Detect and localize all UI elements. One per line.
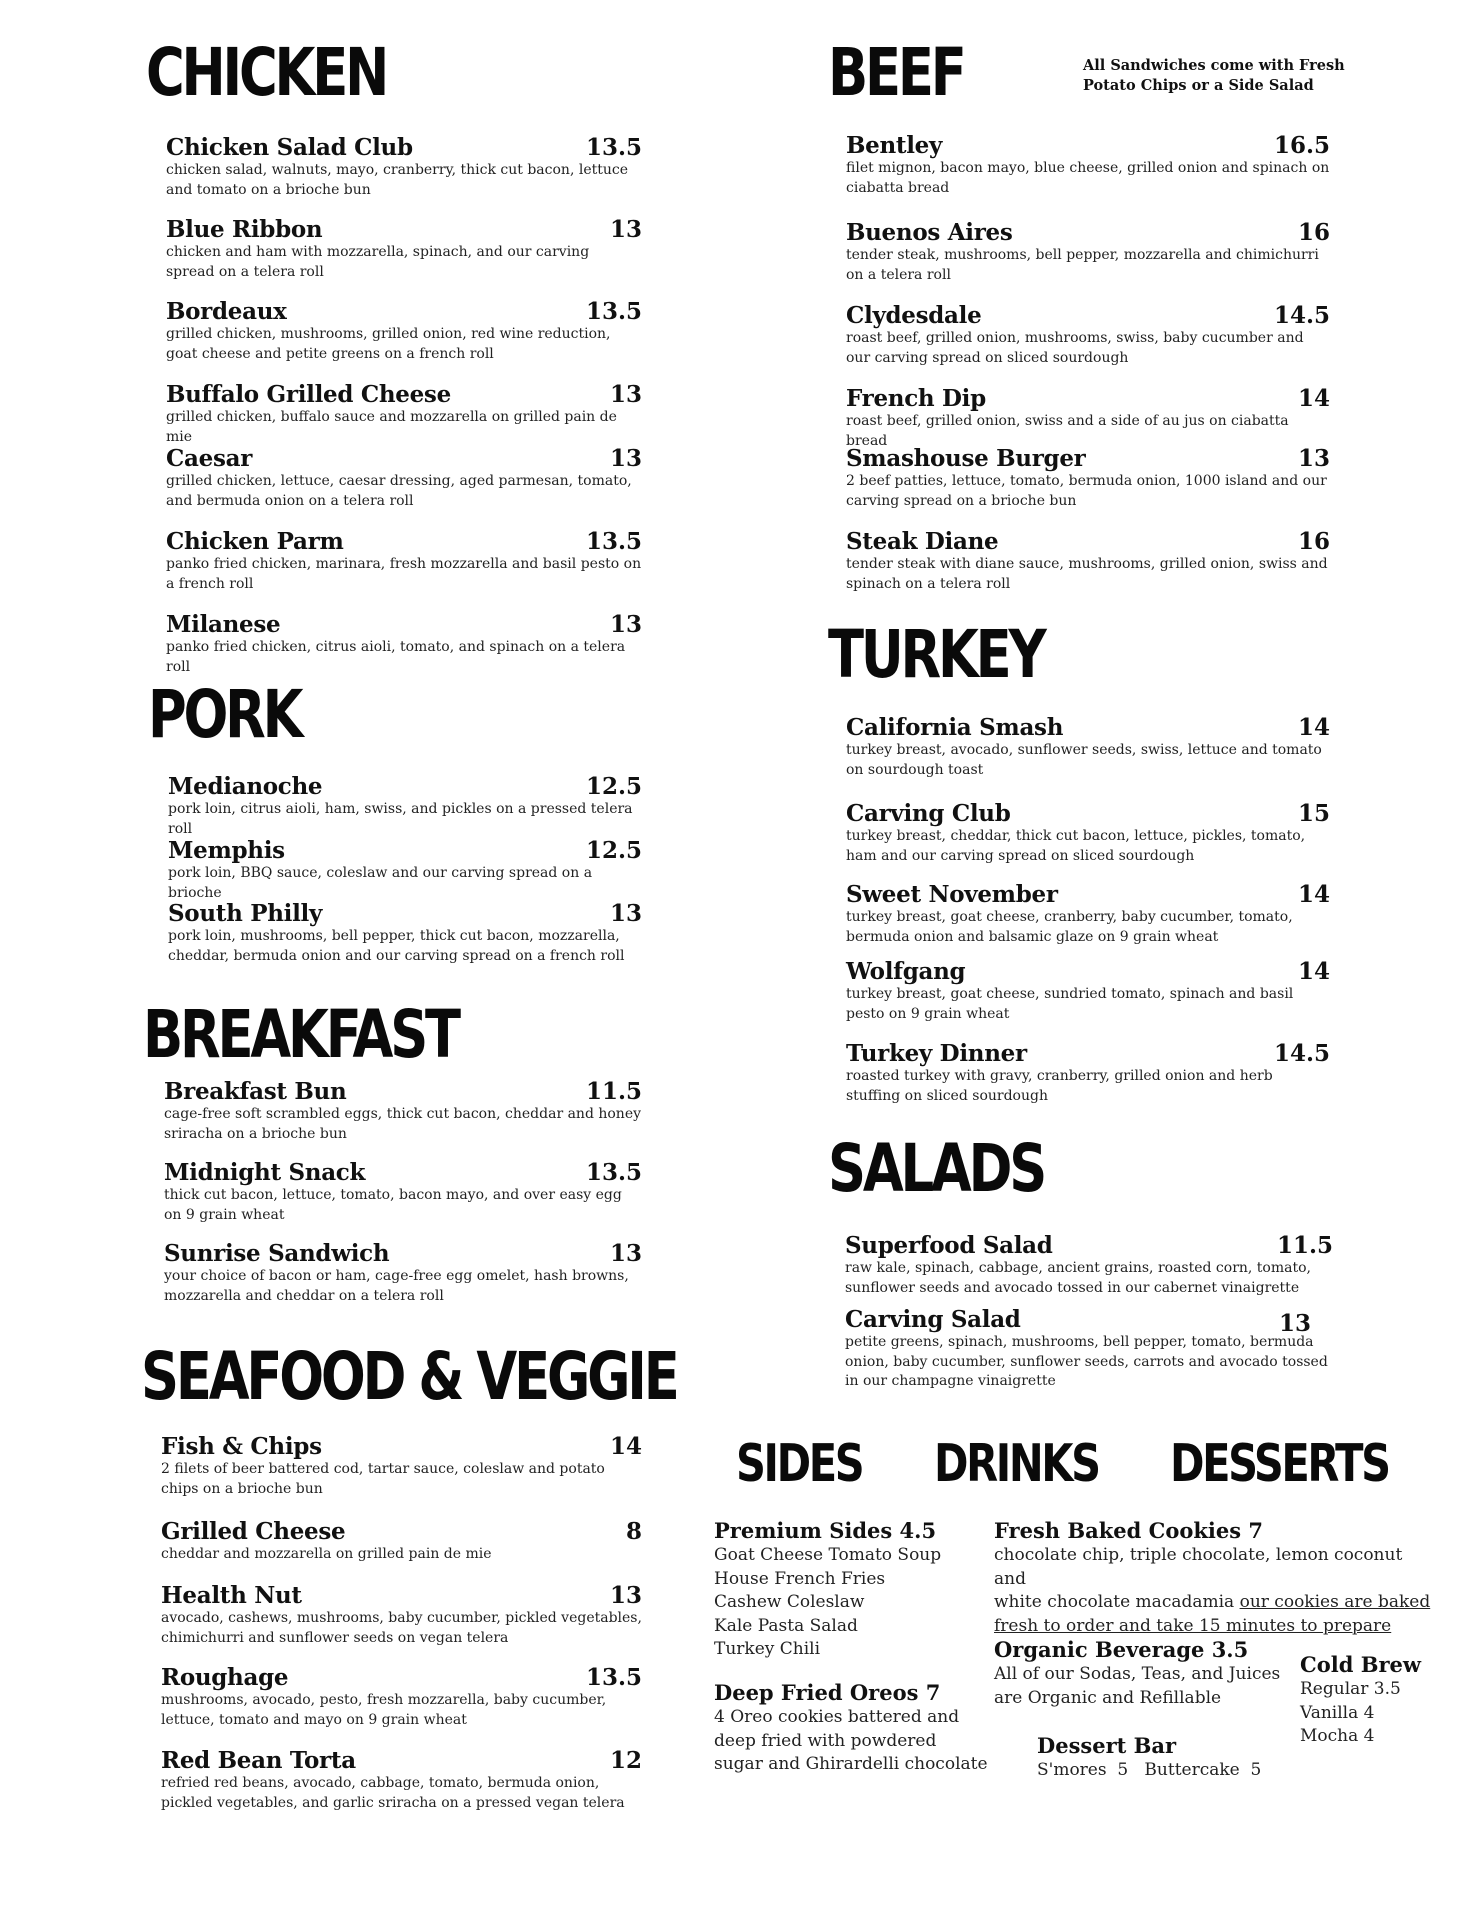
item-name: Superfood Salad (845, 1232, 1053, 1259)
menu-item (164, 1239, 642, 1306)
item-price: 8 (625, 1518, 642, 1545)
item-description: turkey breast, goat cheese, cranberry, baby cucumber, tomato, bermuda onion and balsamic glaze on 9 grain wheat (846, 909, 1293, 945)
item-description: turkey breast, goat cheese, sundried tomato, spinach and basil pesto on 9 grain wheat (846, 986, 1294, 1022)
item-description: tender steak, mushrooms, bell pepper, mozzarella and chimichurri on a telera roll (846, 247, 1319, 283)
item-name: California Smash (846, 714, 1064, 741)
item-name: Turkey Dinner (846, 1040, 1027, 1067)
item-description: roast beef, grilled onion, mushrooms, swiss, baby cucumber and our carving spread on sliced sourdough (846, 330, 1304, 366)
menu-item (166, 380, 642, 447)
item-description: 2 filets of beer battered cod, tartar sauce, coleslaw and potato chips on a brioche bun (161, 1461, 605, 1497)
menu-item (846, 131, 1330, 198)
item-price: 13 (609, 900, 642, 927)
item-price: 13 (1278, 1310, 1311, 1337)
deep-fried-oreos (714, 1680, 994, 1777)
item-price: 13.5 (585, 134, 642, 161)
menu-item (846, 957, 1330, 1024)
menu-item (168, 899, 642, 966)
item-description: grilled chicken, lettuce, caesar dressing, aged parmesan, tomato, and bermuda onion on a telera roll (166, 473, 632, 509)
item-description: roasted turkey with gravy, cranberry, grilled onion and herb stuffing on sliced sourdough (846, 1068, 1273, 1104)
dessert-description: 4 Oreo cookies battered and (714, 1707, 960, 1727)
menu-item (161, 1432, 642, 1499)
item-price: 13.5 (585, 1159, 642, 1186)
item-description: chicken salad, walnuts, mayo, cranberry, thick cut bacon, lettuce and tomato on a brioche bun (166, 162, 628, 198)
premium-sides (714, 1518, 974, 1662)
menu-item (845, 1231, 1333, 1298)
item-price: 13 (609, 216, 642, 243)
item-name: Wolfgang (846, 958, 966, 985)
item-description: panko fried chicken, citrus aioli, tomato, and spinach on a telera roll (166, 639, 626, 675)
menu-item (846, 880, 1330, 947)
item-description: raw kale, spinach, cabbage, ancient grains, roasted corn, tomato, sunflower seeds and avocado tossed in our cabernet vinaigrette (845, 1260, 1311, 1296)
menu-item (846, 713, 1330, 780)
item-price: 13 (609, 1582, 642, 1609)
item-price: 11.5 (1276, 1232, 1333, 1259)
menu-item (846, 1039, 1330, 1106)
dessert-bar (1037, 1733, 1297, 1783)
item-name: Roughage (161, 1664, 289, 1691)
item-description: tender steak with diane sauce, mushrooms, grilled onion, swiss and spinach on a telera roll (846, 556, 1328, 592)
cold-brew-option: Mocha 4 (1300, 1726, 1375, 1746)
item-price: 13 (609, 445, 642, 472)
drinks-heading: DRINKS (934, 1434, 1099, 1494)
item-price: 12 (609, 1747, 642, 1774)
menu-item (846, 384, 1330, 451)
item-description: roast beef, grilled onion, swiss and a side of au jus on ciabatta bread (846, 413, 1289, 449)
item-name: Steak Diane (846, 528, 999, 555)
fresh-baked-cookies (994, 1518, 1434, 1638)
item-price: 13.5 (585, 1664, 642, 1691)
side-item: House French Fries (714, 1568, 886, 1589)
menu-item (166, 444, 642, 511)
menu-item (164, 1077, 642, 1144)
menu-item (161, 1517, 642, 1565)
menu-item (846, 218, 1330, 285)
chicken-heading: CHICKEN (146, 34, 387, 111)
item-price: 15 (1297, 800, 1330, 827)
premium-sides-title: Premium Sides 4.5 (714, 1518, 937, 1543)
item-description: cage-free soft scrambled eggs, thick cut bacon, cheddar and honey sriracha on a brioche bun (164, 1106, 642, 1142)
cookies-description: chocolate chip, triple chocolate, lemon coconut and (994, 1545, 1403, 1589)
menu-item (845, 1305, 1343, 1392)
dessert-bar-title: Dessert Bar (1037, 1733, 1177, 1758)
item-description: pork loin, citrus aioli, ham, swiss, and pickles on a pressed telera roll (168, 801, 633, 837)
item-name: French Dip (846, 385, 986, 412)
item-description: pork loin, BBQ sauce, coleslaw and our carving spread on a brioche (168, 865, 593, 901)
cookies-description (994, 1591, 1434, 1615)
pork-heading: PORK (148, 676, 301, 753)
item-name: Midnight Snack (164, 1159, 366, 1186)
item-price: 14 (1297, 714, 1330, 741)
menu-item (166, 215, 642, 282)
organic-beverage (994, 1637, 1294, 1710)
item-name: Medianoche (168, 773, 323, 800)
item-description: petite greens, spinach, mushrooms, bell pepper, tomato, bermuda onion, baby cucumber, sunflower seeds, carrots and avocado tossed in our champagne vinaigrette (845, 1334, 1328, 1389)
item-name: Smashouse Burger (846, 445, 1086, 472)
item-price: 14.5 (1273, 1040, 1330, 1067)
menu-item (846, 301, 1330, 368)
item-description: grilled chicken, buffalo sauce and mozzarella on grilled pain de mie (166, 409, 617, 445)
item-name: Clydesdale (846, 302, 982, 329)
menu-item (166, 527, 642, 594)
desserts-heading: DESSERTS (1170, 1434, 1389, 1494)
item-description: thick cut bacon, lettuce, tomato, bacon mayo, and over easy egg on 9 grain wheat (164, 1187, 622, 1223)
sides-heading: SIDES (736, 1434, 863, 1494)
item-price: 14.5 (1273, 302, 1330, 329)
menu-item (166, 133, 642, 200)
item-name: Blue Ribbon (166, 216, 323, 243)
item-description: panko fried chicken, marinara, fresh mozzarella and basil pesto on a french roll (166, 556, 642, 592)
sandwich-note: All Sandwiches come with Fresh Potato Chips or a Side Salad (1083, 57, 1345, 94)
item-price: 14 (1297, 958, 1330, 985)
item-description: chicken and ham with mozzarella, spinach, and our carving spread on a telera roll (166, 244, 590, 280)
item-name: Bentley (846, 132, 943, 159)
item-name: Breakfast Bun (164, 1078, 347, 1105)
item-price: 11.5 (585, 1078, 642, 1105)
cookies-description-text: white chocolate macadamia (994, 1592, 1240, 1612)
item-name: Milanese (166, 611, 281, 638)
item-name: Bordeaux (166, 298, 287, 325)
item-name: Sweet November (846, 881, 1058, 908)
item-price: 14 (609, 1433, 642, 1460)
item-price: 16.5 (1273, 132, 1330, 159)
item-price: 13 (609, 611, 642, 638)
beef-heading: BEEF (828, 34, 964, 111)
cookies-title: Fresh Baked Cookies 7 (994, 1518, 1263, 1543)
item-description: filet mignon, bacon mayo, blue cheese, grilled onion and spinach on ciabatta bread (846, 160, 1330, 196)
turkey-heading: TURKEY (828, 616, 1044, 693)
item-price: 14 (1297, 881, 1330, 908)
item-name: Chicken Parm (166, 528, 344, 555)
menu-item (164, 1158, 642, 1225)
item-name: Caesar (166, 445, 253, 472)
item-price: 12.5 (585, 773, 642, 800)
item-description: cheddar and mozzarella on grilled pain de mie (161, 1546, 492, 1562)
organic-beverage-description: are Organic and Refillable (994, 1687, 1222, 1708)
menu-item (161, 1663, 642, 1730)
salads-heading: SALADS (828, 1130, 1045, 1207)
menu-item (161, 1746, 642, 1813)
item-price: 16 (1297, 528, 1330, 555)
menu-item (166, 297, 642, 364)
menu-item (161, 1581, 642, 1648)
item-price: 16 (1297, 219, 1330, 246)
menu-item (168, 772, 642, 839)
menu-item (166, 610, 642, 677)
item-price: 12.5 (585, 837, 642, 864)
item-price: 13.5 (585, 528, 642, 555)
item-price: 13 (609, 1240, 642, 1267)
item-description: avocado, cashews, mushrooms, baby cucumber, pickled vegetables, chimichurri and sunflower seeds on vegan telera (161, 1610, 642, 1646)
menu-item (846, 799, 1330, 866)
item-description: 2 beef patties, lettuce, tomato, bermuda onion, 1000 island and our carving spread on a brioche bun (846, 473, 1327, 509)
item-name: Buenos Aires (846, 219, 1013, 246)
seafood-veggie-heading: SEAFOOD & VEGGIE (141, 1338, 677, 1415)
cold-brew-option: Regular 3.5 (1300, 1679, 1401, 1699)
breakfast-heading: BREAKFAST (143, 996, 458, 1073)
dessert-description: deep fried with powdered (714, 1730, 937, 1751)
item-name: Carving Salad (845, 1306, 1021, 1333)
cookies-bake-note: our cookies are baked (1239, 1592, 1431, 1612)
cold-brew-title: Cold Brew (1300, 1652, 1421, 1677)
menu-item (846, 527, 1330, 594)
item-description: turkey breast, cheddar, thick cut bacon, lettuce, pickles, tomato, ham and our carving spread on sliced sourdough (846, 828, 1306, 864)
dessert-bar-items: S'mores 5 Buttercake 5 (1037, 1760, 1262, 1780)
item-description: pork loin, mushrooms, bell pepper, thick cut bacon, mozzarella, cheddar, bermuda onion and our carving spread on a french roll (168, 928, 625, 964)
side-item: Kale Pasta Salad (714, 1615, 858, 1636)
organic-beverage-title: Organic Beverage 3.5 (994, 1637, 1249, 1662)
item-name: Red Bean Torta (161, 1747, 356, 1774)
organic-beverage-description: All of our Sodas, Teas, and Juices (994, 1664, 1281, 1684)
menu-item (168, 836, 642, 903)
item-price: 13 (609, 381, 642, 408)
dessert-description: sugar and Ghirardelli chocolate (714, 1754, 988, 1774)
side-item: Cashew Coleslaw (714, 1592, 865, 1612)
item-description: refried red beans, avocado, cabbage, tomato, bermuda onion, pickled vegetables, and garlic sriracha on a pressed vegan telera (161, 1775, 625, 1811)
item-name: Carving Club (846, 800, 1011, 827)
item-price: 13.5 (585, 298, 642, 325)
item-name: Sunrise Sandwich (164, 1240, 390, 1267)
side-item: Turkey Chili (714, 1639, 821, 1659)
item-name: Chicken Salad Club (166, 134, 413, 161)
cookies-bake-note: fresh to order and take 15 minutes to prepare (994, 1615, 1392, 1636)
item-description: grilled chicken, mushrooms, grilled onion, red wine reduction, goat cheese and petite greens on a french roll (166, 326, 611, 362)
item-description: turkey breast, avocado, sunflower seeds, swiss, lettuce and tomato on sourdough toast (846, 742, 1322, 778)
cold-brew (1300, 1652, 1450, 1749)
menu-item (846, 444, 1330, 511)
item-name: Buffalo Grilled Cheese (166, 381, 451, 408)
item-price: 14 (1297, 385, 1330, 412)
item-description: mushrooms, avocado, pesto, fresh mozzarella, baby cucumber, lettuce, tomato and mayo on 9 grain wheat (161, 1692, 607, 1728)
item-name: Grilled Cheese (161, 1518, 346, 1545)
deep-fried-oreos-title: Deep Fried Oreos 7 (714, 1680, 941, 1705)
side-item: Goat Cheese Tomato Soup (714, 1545, 942, 1565)
item-name: Fish & Chips (161, 1433, 322, 1460)
item-name: Memphis (168, 837, 285, 864)
item-name: South Philly (168, 900, 323, 927)
cold-brew-option: Vanilla 4 (1300, 1702, 1375, 1723)
item-description: your choice of bacon or ham, cage-free egg omelet, hash browns, mozzarella and cheddar on a telera roll (164, 1268, 629, 1304)
item-price: 13 (1297, 445, 1330, 472)
item-name: Health Nut (161, 1582, 302, 1609)
